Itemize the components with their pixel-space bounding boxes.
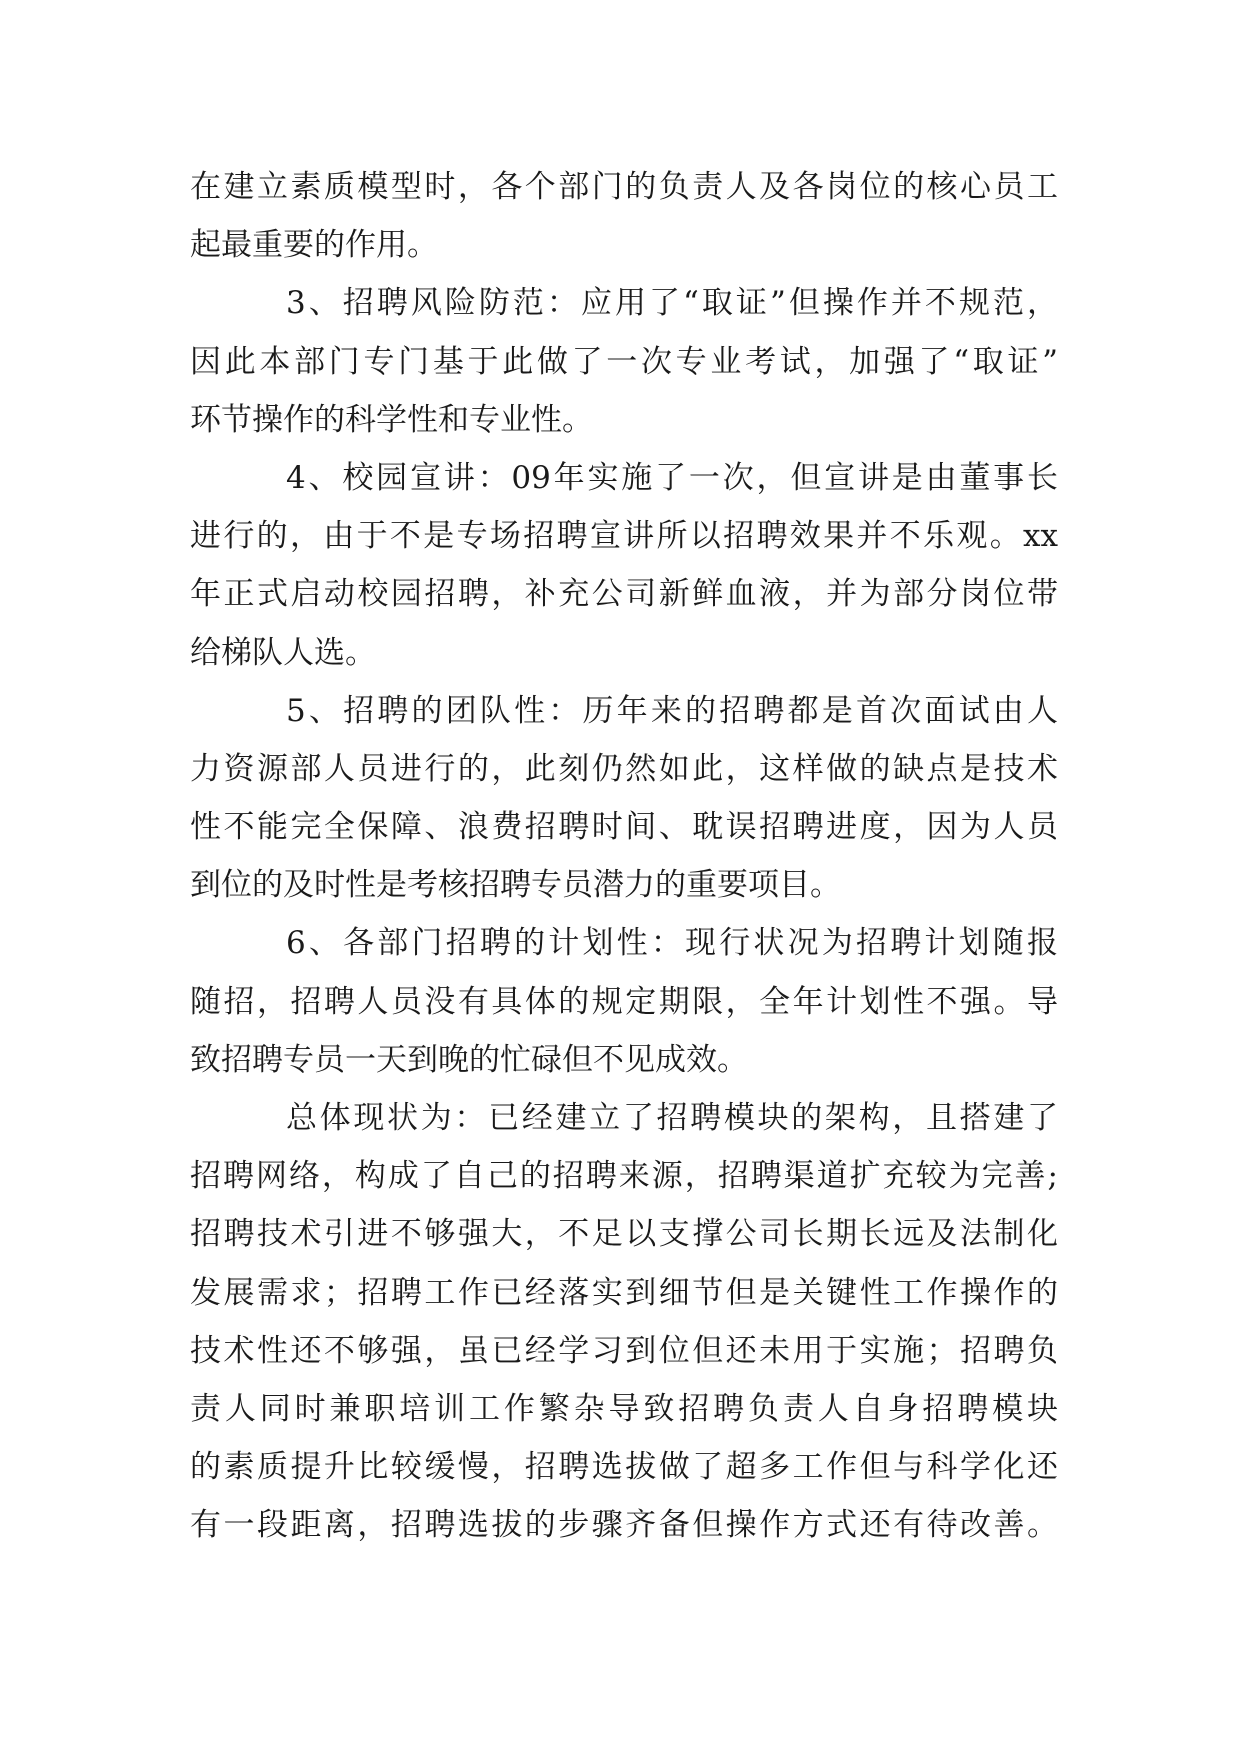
text-line: 进行的，由于不是专场招聘宣讲所以招聘效果并不乐观。xx (190, 518, 1058, 555)
paragraph-start-line: 5、招聘的团队性：历年来的招聘都是首次面试由人 (286, 692, 1058, 729)
paragraph-start-line: 3、招聘风险防范：应用了“取证”但操作并不规范， (286, 285, 1058, 322)
text-line: 因此本部门专门基于此做了一次专业考试，加强了“取证” (190, 343, 1058, 380)
paragraph-start-line: 6、各部门招聘的计划性：现行状况为招聘计划随报 (286, 925, 1058, 962)
text-line: 环节操作的科学性和专业性。 (190, 401, 593, 438)
text-line: 有一段距离，招聘选拔的步骤齐备但操作方式还有待改善。 (190, 1507, 1058, 1544)
text-line: 力资源部人员进行的，此刻仍然如此，这样做的缺点是技术 (190, 750, 1058, 787)
text-line: 到位的及时性是考核招聘专员潜力的重要项目。 (190, 867, 841, 904)
text-line: 给梯队人选。 (190, 634, 376, 671)
text-line: 年正式启动校园招聘，补充公司新鲜血液，并为部分岗位带 (190, 576, 1058, 613)
text-line: 技术性还不够强，虽已经学习到位但还未用于实施；招聘负 (190, 1332, 1058, 1369)
paragraph-start-line: 总体现状为：已经建立了招聘模块的架构，且搭建了 (286, 1100, 1058, 1136)
text-line: 的素质提升比较缓慢，招聘选拔做了超多工作但与科学化还 (190, 1449, 1058, 1486)
text-line: 发展需求；招聘工作已经落实到细节但是关键性工作操作的 (190, 1274, 1058, 1311)
text-line: 招聘技术引进不够强大，不足以支撑公司长期长远及法制化 (190, 1216, 1058, 1253)
text-line: 致招聘专员一天到晚的忙碌但不见成效。 (190, 1041, 748, 1078)
text-line: 招聘网络，构成了自己的招聘来源，招聘渠道扩充较为完善; (190, 1158, 1058, 1195)
body-text (190, 158, 1058, 1555)
text-line: 起最重要的作用。 (190, 227, 438, 264)
text-line: 在建立素质模型时，各个部门的负责人及各岗位的核心员工 (190, 169, 1058, 205)
text-line: 性不能完全保障、浪费招聘时间、耽误招聘进度，因为人员 (190, 809, 1058, 846)
paragraph-start-line: 4、校园宣讲：09年实施了一次，但宣讲是由董事长 (286, 459, 1058, 496)
text-line: 责人同时兼职培训工作繁杂导致招聘负责人自身招聘模块 (190, 1390, 1058, 1427)
text-line: 随招，招聘人员没有具体的规定期限，全年计划性不强。导 (190, 983, 1058, 1020)
